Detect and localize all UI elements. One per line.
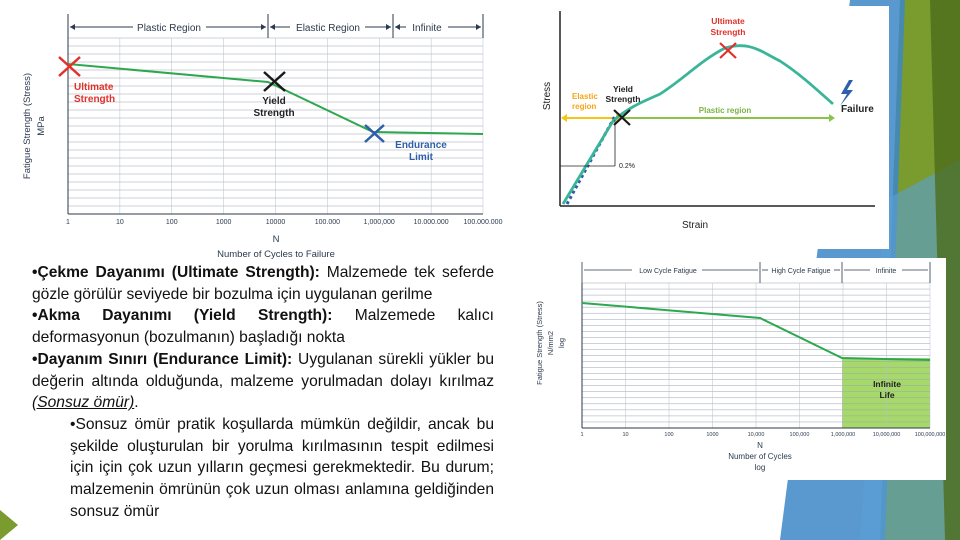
x-axis-label: Number of Cycles to Failure [217,249,335,260]
y-axis-scale: log [557,337,566,349]
y-axis-unit: MPa [36,116,47,136]
term-yield: •Akma Dayanımı (Yield Strength): [32,307,333,325]
region-label-infinite: Infinite [412,23,442,34]
x-tick-label: 1,000,000 [363,219,395,226]
body-text [32,262,494,522]
paragraph-yield [32,305,494,348]
x-tick-label: 100,000,000 [914,432,946,438]
ultimate-label: Ultimate [711,16,745,26]
ultimate-label-2: Strength [710,27,746,37]
infinite-life-note: (Sonsuz ömür) [32,394,135,412]
infinite-label-2: Life [879,390,895,400]
x-tick-label: 100.000 [314,219,341,226]
strain-label: Strain [681,220,709,231]
paragraph-infinite-life: •Sonsuz ömür pratik koşullarda mümkün değildir, ancak bu şekilde oluşturulan bir yorulma kırılmasının tespit edilmesi için için çok uzun yılların geçmesi gerekmektedir. Bu durum; malzemenin ömrünün çok uzun olması anlamına geldiğinden sonsuz ömür [70,415,494,520]
x-tick-label: 10,000 [747,432,765,438]
paragraph-ultimate [32,262,494,305]
yield-label: Yield [613,84,633,94]
left-arrow-shape [0,510,18,540]
elastic-label: Elastic [572,92,598,101]
yield-label-2: Strength [253,108,295,119]
x-tick-label: 100 [165,219,178,226]
stress-label: Stress [542,81,553,111]
x-tick-label: 10000 [265,219,286,226]
x-axis-scale: log [754,463,766,472]
x-tick-label: 100 [664,432,674,438]
elastic-label-2: region [572,102,597,111]
x-tick-label: 1 [580,432,584,438]
yield-label: Yield [262,96,286,107]
x-tick-label: 1000 [215,219,232,226]
x-tick-label: 1000 [706,432,719,438]
fatigue-chart [18,6,503,264]
term-endurance: •Dayanım Sınırı (Endurance Limit): [32,350,293,368]
def-endurance: Uygulanan sürekli yükler bu değerin altında olduğunda, malzeme yorulmadan dolayı kırılmaz [32,350,495,390]
log-fatigue-chart [532,258,946,480]
def-yield: Malzemede kalıcı deformasyonun (bozulmanın) başladığı nokta [32,307,494,347]
offset-label: 0.2% [619,163,635,170]
x-tick-label: 100,000 [789,432,810,438]
region-label-high: High Cycle Fatigue [771,268,831,275]
x-axis-label-n: N [757,441,763,450]
x-tick-label: 100.000.000 [463,219,503,226]
term-ultimate: •Çekme Dayanımı (Ultimate Strength): [32,264,320,281]
yield-label-2: Strength [605,94,641,104]
stress-strain-chart [535,6,889,249]
endurance-label-2: Limit [409,152,433,163]
period: . [134,394,139,412]
failure-label: Failure [841,104,874,115]
x-tick-label: 10 [622,432,629,438]
x-tick-label: 1,000,000 [830,432,856,438]
endurance-label: Endurance [395,140,447,151]
region-label-plastic: Plastic Region [137,23,201,34]
def-ultimate: Malzemede tek seferde gözle görülür seviyede bir bozulma için uygulanan gerilme [32,264,494,303]
x-tick-label: 10.000.000 [413,219,449,226]
y-axis-unit: N/mm2 [546,330,555,356]
x-tick-label: 10,000,000 [872,432,901,438]
x-axis-label: Number of Cycles [728,452,792,461]
ultimate-label: Ultimate [74,82,114,93]
ultimate-label-2: Strength [74,94,116,105]
paragraph-endurance [32,349,494,414]
region-label-infinite: Infinite [875,268,897,275]
y-axis-label: Fatigue Strength (Stress) [535,301,544,385]
region-label-low: Low Cycle Fatigue [639,268,697,275]
plastic-label: Plastic region [698,106,752,115]
x-tick-label: 10 [115,219,124,226]
x-tick-label: 1 [66,219,70,226]
infinite-label: Infinite [873,379,901,389]
region-label-elastic: Elastic Region [296,23,360,34]
y-axis-label: Fatigue Strength (Stress) [22,72,33,180]
x-axis-label-n: N [272,234,280,245]
